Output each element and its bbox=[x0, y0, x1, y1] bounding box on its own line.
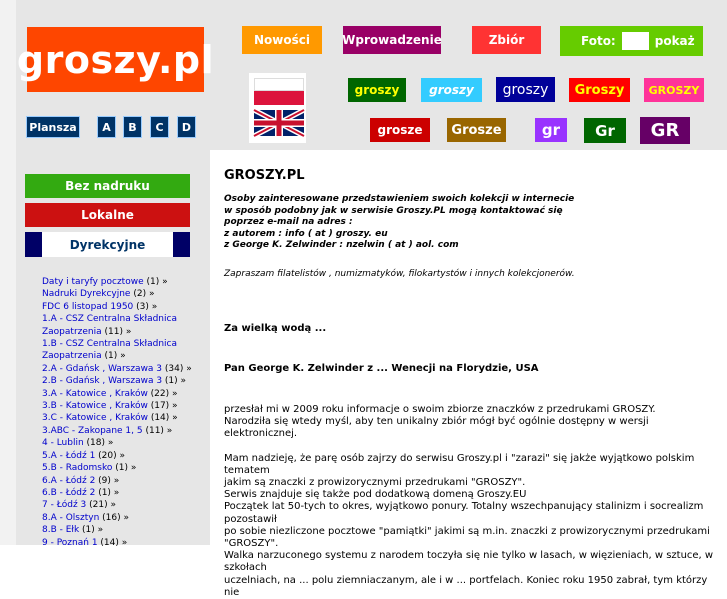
invitation-text: Zapraszam filatelistów , numizmatyków, filokartystów i innych kolekcjonerów. bbox=[224, 269, 575, 279]
sidebar-list-link[interactable]: 5.A - Łódź 1 bbox=[42, 450, 96, 461]
article-body bbox=[224, 404, 724, 599]
variant-grosze-red[interactable]: grosze bbox=[370, 118, 430, 142]
sidebar-list-link[interactable]: 2.B - Gdańsk , Warszawa 3 bbox=[42, 376, 163, 387]
sidebar-list-link[interactable]: 3.A - Katowice , Kraków bbox=[42, 388, 148, 399]
foto-search-box bbox=[560, 26, 703, 56]
sidebar-list-item bbox=[42, 400, 210, 412]
sidebar-list-count: (1) » bbox=[95, 487, 120, 498]
variant-gr-green[interactable]: Gr bbox=[584, 118, 626, 143]
sidebar-list-count: (17) » bbox=[147, 401, 178, 412]
intro-line: poprzez e-mail na adres : bbox=[224, 217, 353, 227]
intro-line: Osoby zainteresowane przedstawieniem swoich kolekcji w internecie bbox=[224, 194, 575, 204]
sidebar-list-item bbox=[42, 338, 210, 363]
sidebar-list-link[interactable]: 6.A - Łódź 2 bbox=[42, 475, 96, 486]
polish-flag-icon[interactable] bbox=[254, 78, 304, 91]
site-logo[interactable]: groszy.pl bbox=[27, 27, 204, 92]
sidebar-list-count: (1) » bbox=[101, 351, 126, 362]
sidebar-list-count: (21) » bbox=[86, 500, 116, 511]
sidebar-list-link[interactable]: 1.B - CSZ Centralna Składnica Zaopatrzenia bbox=[42, 339, 177, 362]
letter-b-button[interactable]: B bbox=[123, 116, 142, 138]
sidebar-list-link[interactable]: 7 - Łódź 3 bbox=[42, 500, 87, 511]
sidebar-list-link[interactable]: FDC 6 listopad 1950 bbox=[42, 301, 134, 312]
sidebar-list-link[interactable]: 3.ABC - Zakopane 1, 5 bbox=[42, 425, 143, 436]
sidebar-list-item bbox=[42, 425, 210, 437]
sidebar-list-item bbox=[42, 462, 210, 474]
sidebar-list-item bbox=[42, 537, 210, 549]
sidebar-list-item bbox=[42, 499, 210, 511]
variant-gr-purple[interactable]: gr bbox=[535, 118, 567, 142]
plansza-button[interactable]: Plansza bbox=[26, 116, 80, 138]
sidebar-list-item bbox=[42, 512, 210, 524]
paragraph-line: Serwis znajduje się także pod dodatkową domeną Groszy.EU bbox=[224, 489, 527, 501]
paragraph-line: jakim są znaczki z prowizorycznymi przedrukami "GROSZY". bbox=[224, 477, 526, 489]
sidebar-list-link[interactable]: 6.B - Łódź 2 bbox=[42, 487, 96, 498]
sidebar-list-link[interactable]: 8.B - Ełk bbox=[42, 525, 80, 536]
sidebar-list-count: (20) » bbox=[95, 450, 126, 461]
section-heading: Pan George K. Zelwinder z ... Wenecji na Florydzie, USA bbox=[224, 363, 539, 374]
sidebar-list-item bbox=[42, 301, 210, 313]
sidebar-list-item bbox=[42, 487, 210, 499]
letter-c-button[interactable]: C bbox=[150, 116, 169, 138]
paragraph-line: Początek lat 50-tych to okres, wyjątkowo ponury. Totalny wszechpanujący stalinizm i socrealizm pozostawił bbox=[224, 501, 704, 525]
sidebar-list-item bbox=[42, 450, 210, 462]
variant-groszy-thin[interactable]: groszy bbox=[496, 77, 555, 102]
category-lokalne[interactable]: Lokalne bbox=[25, 203, 190, 227]
sidebar-category-list bbox=[42, 276, 210, 549]
sidebar-list-link[interactable]: 3.C - Katowice , Kraków bbox=[42, 413, 148, 424]
sidebar-list-link[interactable]: Daty i taryfy pocztowe bbox=[42, 277, 144, 287]
sidebar-list-count: (34) » bbox=[162, 363, 192, 374]
sidebar-list-count: (11) » bbox=[142, 425, 173, 436]
intro-line: z George K. Zelwinder : nzelwin ( at ) aol. com bbox=[224, 240, 459, 250]
sidebar-list-link[interactable]: Nadruki Dyrekcyjne bbox=[42, 289, 131, 300]
left-margin-strip bbox=[0, 0, 16, 545]
foto-number-input[interactable] bbox=[622, 32, 649, 50]
sidebar-list-item bbox=[42, 524, 210, 536]
sidebar-list-count: (14) » bbox=[97, 537, 128, 548]
sidebar-list-count: (1) » bbox=[112, 463, 137, 474]
sidebar-list-count: (9) » bbox=[95, 475, 120, 486]
section-heading: Za wielką wodą ... bbox=[224, 323, 327, 334]
sidebar-list-item bbox=[42, 375, 210, 387]
page-title: GROSZY.PL bbox=[224, 168, 305, 183]
letter-a-button[interactable]: A bbox=[97, 116, 116, 138]
nav-wprowadzenie-button[interactable]: Wprowadzenie bbox=[343, 26, 441, 54]
sidebar-list-link[interactable]: 4 - Lublin bbox=[42, 438, 84, 449]
sidebar-list-count: (18) » bbox=[83, 438, 114, 449]
sidebar-list-link[interactable]: 8.A - Olsztyn bbox=[42, 512, 100, 523]
sidebar-list-count: (16) » bbox=[99, 512, 129, 523]
sidebar-list-count: (14) » bbox=[147, 413, 178, 424]
paragraph-line: po sobie niezliczone pocztowe "pamiątki" jakimi są m.in. znaczki z prowizorycznymi przedrukami "GROSZY". bbox=[224, 525, 710, 550]
nav-nowosci-button[interactable]: Nowości bbox=[242, 26, 322, 54]
sidebar-list-count: (3) » bbox=[133, 301, 158, 312]
variant-groszy-green[interactable]: groszy bbox=[348, 78, 406, 102]
sidebar-list-item bbox=[42, 388, 210, 400]
variant-gr-upper[interactable]: GR bbox=[640, 117, 690, 144]
nav-zbior-button[interactable]: Zbiór bbox=[472, 26, 541, 54]
paragraph-line: Mam nadzieję, że parę osób zajrzy do serwisu Groszy.pl i "zarazi" się jakże wyjątkowo polskim tematem bbox=[224, 452, 695, 476]
sidebar-list-count: (1) » bbox=[143, 277, 168, 287]
sidebar-list-item bbox=[42, 363, 210, 375]
polish-flag-red-stripe bbox=[254, 91, 304, 105]
variant-grosze-brown[interactable]: Grosze bbox=[447, 118, 506, 142]
sidebar-list-link[interactable]: 2.A - Gdańsk , Warszawa 3 bbox=[42, 363, 163, 374]
sidebar-list-item bbox=[42, 276, 210, 288]
paragraph-line: Narodziła się wtedy myśl, aby ten unikalny zbiór mógł być ogólnie dostępny w wersji elektronicznej. bbox=[224, 416, 649, 440]
sidebar-list-count: (1) » bbox=[162, 376, 187, 387]
sidebar-list-link[interactable]: 3.B - Katowice , Kraków bbox=[42, 401, 148, 412]
variant-groszy-upper[interactable]: GROSZY bbox=[644, 78, 704, 102]
sidebar-list-link[interactable]: 9 - Poznań 1 bbox=[42, 537, 98, 548]
sidebar-list-count: (22) » bbox=[147, 388, 178, 399]
paragraph-line: Walka narzuconego systemu z narodem toczyła się nie tylko w lasach, w więzieniach, w sztuce, w szkołach bbox=[224, 550, 714, 574]
foto-label: Foto: bbox=[581, 34, 616, 48]
sidebar-list-link[interactable]: 1.A - CSZ Centralna Składnica Zaopatrzenia bbox=[42, 314, 177, 337]
sidebar-list-link[interactable]: 5.B - Radomsko bbox=[42, 463, 113, 474]
variant-groszy-italic[interactable]: groszy bbox=[421, 78, 482, 102]
intro-line: w sposób podobny jak w serwisie Groszy.PL mogą kontaktować się bbox=[224, 205, 563, 216]
contact-intro bbox=[224, 194, 574, 252]
sidebar-list-count: (2) » bbox=[130, 289, 155, 300]
sidebar-list-item bbox=[42, 475, 210, 487]
paragraph-line: przesłał mi w 2009 roku informacje o swoim zbiorze znaczków z przedrukami GROSZY. bbox=[224, 404, 656, 415]
sidebar-list-item bbox=[42, 437, 210, 449]
letter-d-button[interactable]: D bbox=[177, 116, 196, 138]
paragraph-line: uczelniach, na ... polu ziemniaczanym, ale i w ... portfelach. Koniec roku 1950 zabrał, tym którzy nie bbox=[224, 574, 708, 598]
category-dyrekcyjne[interactable]: Dyrekcyjne bbox=[25, 232, 190, 257]
sidebar-list-count: (11) » bbox=[101, 326, 132, 337]
variant-groszy-capital[interactable]: Groszy bbox=[569, 78, 630, 102]
category-bez-nadruku[interactable]: Bez nadruku bbox=[25, 174, 190, 198]
sidebar-list-count: (1) » bbox=[79, 525, 104, 536]
sidebar-list-item bbox=[42, 412, 210, 424]
foto-show-button[interactable]: pokaż bbox=[654, 34, 695, 48]
sidebar-list-item bbox=[42, 313, 210, 338]
english-flag-icon[interactable] bbox=[254, 110, 304, 136]
main-content bbox=[224, 168, 724, 598]
sidebar-list-item bbox=[42, 288, 210, 300]
intro-line: z autorem : info ( at ) groszy. eu bbox=[224, 228, 388, 239]
